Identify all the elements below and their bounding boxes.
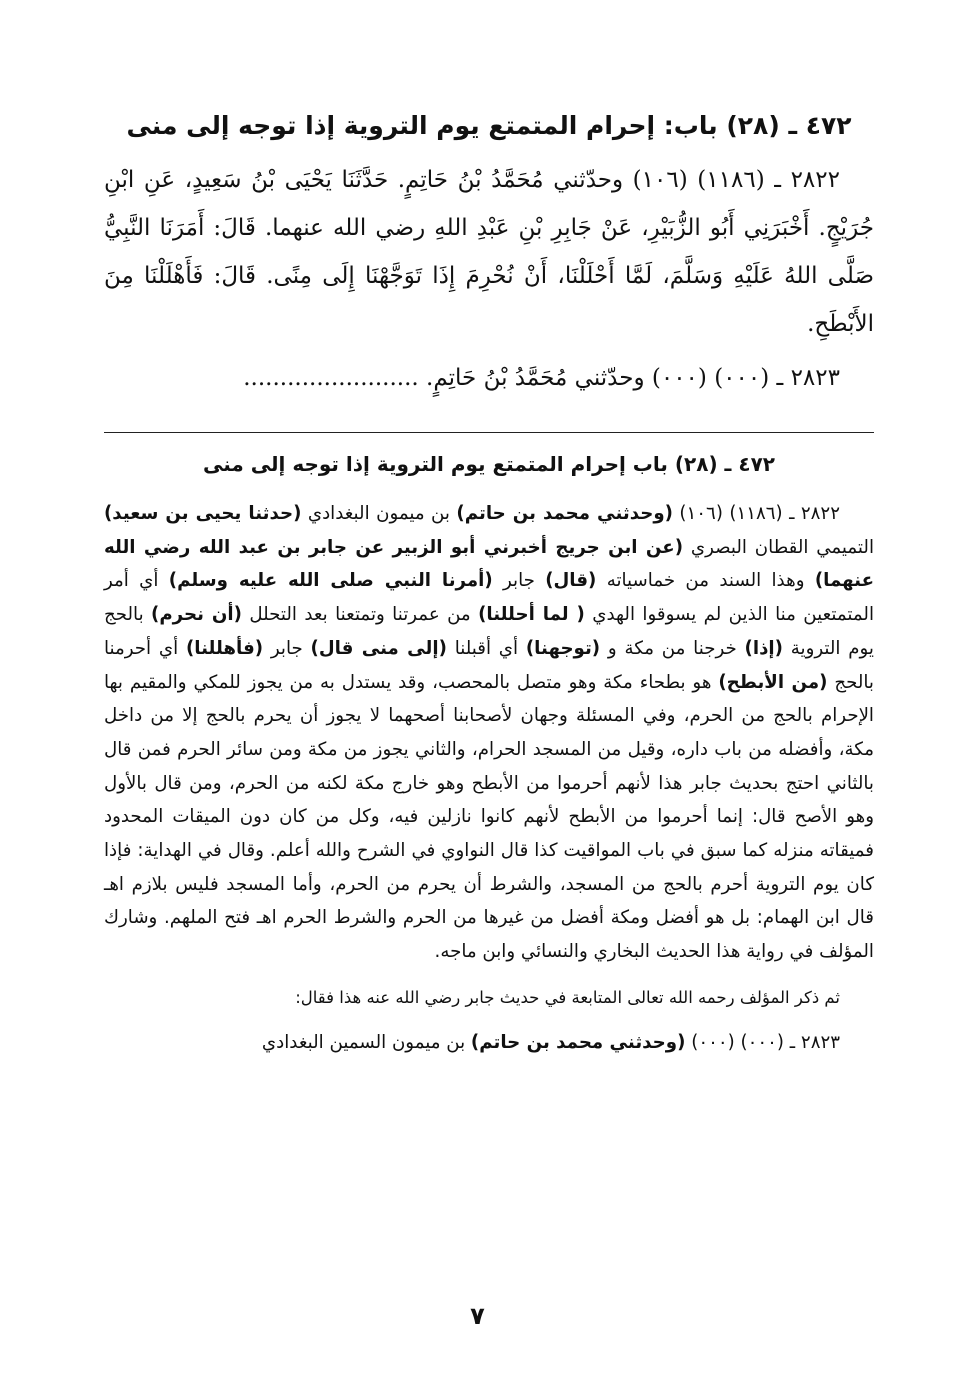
- sharh-quote: (أن نحرم): [151, 604, 242, 626]
- sharh-quote: ( لما أحللنا): [478, 604, 585, 626]
- sharh-fragment: هو بطحاء مكة وهو متصل بالمحصب، وقد يستدل به من يجوز للمكي والمقيم بها الإحرام بالحج من الحرم، وفي المسئلة وجهان لأصحابنا أصحهما لا يجوز أن يحرم بالحج إلا من داخل مكة، وأفضله من باب داره، وقيل من المسجد الحرام، والثاني يجوز من مكة ومن سائر الحرم فمن قال بالثاني احتج بحديث جابر هذا لأنهم أحرموا من الأبطح وهو خارج مكة لكنه من الحرم، ومن قال بالأول وهو الأصح قال: إنما أحرموا من الأبطح لأنهم كانوا نازلين فيه، وكل من كان دون الميقات المحدود فميقاته منزله كما سبق في باب المواقيت كذا قال النواوي في الشرح والله أعلم. وقال في الهداية: فإذا كان يوم التروية أحرم بالحج من المسجد، والشرط أن يحرم من الحرم، وأما المسجد فليس بلازم اهـ قال ابن الهمام: بل هو أفضل ومكة أفضل من غيرها من الحرم والشرط الحرم اهـ فتح الملهم. وشارك المؤلف في رواية هذا الحديث البخاري والنسائي وابن ماجه.: [104, 671, 874, 963]
- sharh-quote: (وحدثني محمد بن حاتم): [456, 503, 673, 524]
- matn-chapter-heading: ٤٧٢ ـ (٢٨) باب: إحرام المتمتع يوم التروية إذا توجه إلى منى: [126, 111, 852, 140]
- sharh-fragment: بن ميمون السمين البغدادي: [261, 1031, 471, 1053]
- sharh-fragment: أي أقبلنا: [446, 637, 526, 659]
- book-page: [104, 104, 874, 1061]
- matn-hadith-2822: [104, 156, 874, 348]
- matn-hadith-text: ٢٨٢٢ ـ (١١٨٦) (١٠٦) وحدّثني مُحَمَّدُ بْنُ حَاتِمٍ. حَدَّثَنَا يَحْيَى بْنُ سَعِيدٍ، عَنِ ابْنِ جُرَيْجٍ. أَخْبَرَنِي أَبُو الزُّبَيْرِ، عَنْ جَابِرِ بْنِ عَبْدِ اللهِ رضي الله عنهما. قَالَ: أَمَرَنَا النَّبِيُّ صَلَّى اللهُ عَلَيْهِ وَسَلَّمَ، لَمَّا أَحْلَلْنَا، أَنْ نُحْرِمَ إِذَا تَوَجَّهْنَا إِلَى مِنًى. قَالَ: فَأَهْلَلْنَا مِنَ الأَبْطَحِ.: [104, 167, 874, 337]
- sharh-fragment: وهذا السند من خماسياته: [596, 570, 815, 592]
- hadith-number: ٢٨٢٣ ـ (٠٠٠) (٠٠٠): [685, 1031, 840, 1053]
- sharh-fragment: أي أحرمنا بالحج: [104, 637, 874, 693]
- sharh-fragment: خرجنا من مكة و: [600, 637, 745, 659]
- mutaba-transition: ثم ذكر المؤلف رحمه الله تعالى المتابعة في حديث جابر رضي الله عنه هذا فقال:: [295, 987, 840, 1007]
- sharh-fragment: بالحج يوم التروية: [104, 604, 874, 659]
- sharh-fragment: التميمي القطان البصري: [683, 536, 875, 558]
- page-number: ٧: [470, 1302, 485, 1330]
- sharh-quote: (أمرنا النبي صلى الله عليه وسلم): [168, 570, 493, 592]
- sharh-commentary: [104, 497, 874, 969]
- matn-hadith-2823: ٢٨٢٣ ـ (٠٠٠) (٠٠٠) وحدّثني مُحَمَّدُ بْنُ حَاتِمٍ. ........................: [243, 365, 840, 391]
- sharh-chapter-heading: ٤٧٢ ـ (٢٨) باب إحرام المتمتع يوم التروية إذا توجه إلى منى: [203, 452, 775, 476]
- sharh-quote: (وحدثني محمد بن حاتم): [470, 1031, 686, 1053]
- sharh-quote: (حدثنا يحيى بن سعيد): [104, 503, 302, 524]
- sharh-quote: (إلى منى قال): [310, 637, 447, 659]
- sharh-fragment: من عمرتنا وتمتعنا بعد التحلل: [241, 604, 479, 626]
- sharh-quote: (فأهللنا): [185, 637, 264, 659]
- sharh-quote: (توجهنا): [525, 637, 601, 659]
- sharh-fragment: جابر: [263, 637, 311, 659]
- sharh-fragment: بن ميمون البغدادي: [301, 503, 457, 524]
- sharh-fragment: جابر: [492, 570, 546, 592]
- sharh-quote: (قال): [545, 570, 597, 592]
- section-divider: [104, 432, 874, 433]
- sharh-quote: (إذا): [744, 637, 783, 659]
- sharh-fragment: ٢٨٢٢ ـ (١١٨٦) (١٠٦): [672, 503, 840, 524]
- sharh-fragment: أي أمر المتمتعين منا الذين لم يسوقوا الهدي: [104, 570, 875, 626]
- sharh-hadith-2823: [104, 1025, 874, 1061]
- sharh-quote: (من الأبطح): [718, 671, 828, 693]
- sharh-quote: (عن ابن جريج أخبرني أبو الزبير عن جابر بن عبد الله رضي الله عنهما): [104, 536, 875, 592]
